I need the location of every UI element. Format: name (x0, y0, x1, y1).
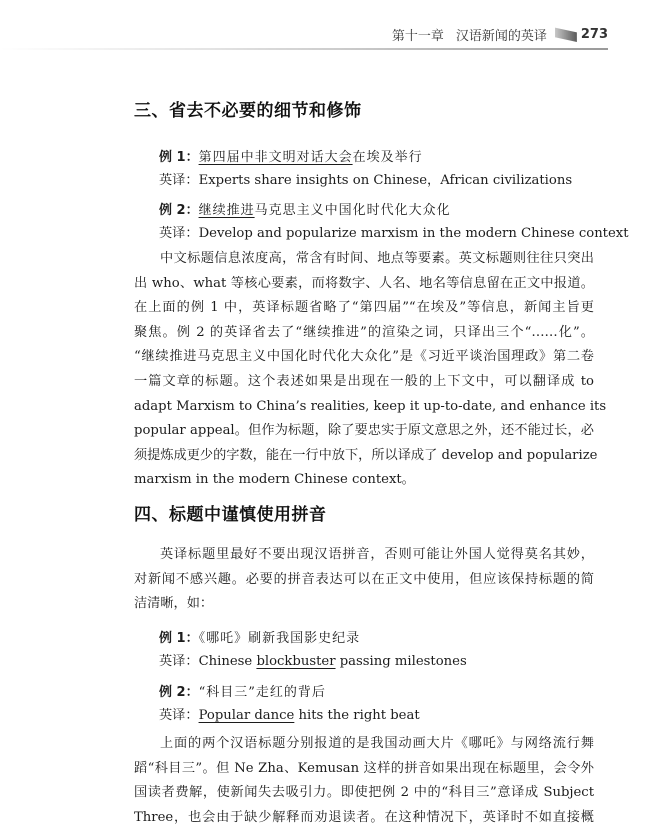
paragraph-line: 国读者费解，使新闻失去吸引力。即使把例 2 中的“科目三”意译成 Subject (134, 785, 594, 801)
paragraph-line: 洁清晰，如： (134, 596, 214, 612)
example-label: 例 1： (159, 631, 199, 646)
example-source-text: 在埃及举行 (352, 150, 423, 165)
section-heading-4: 四、标题中谨慎使用拼音 (134, 505, 327, 525)
header-rule (0, 48, 608, 50)
example-source-underlined: 第四届中非文明对话大会 (198, 150, 353, 165)
chapter-label: 第十一章 (391, 28, 444, 44)
paragraph-line: 一篇文章的标题。这个表述如果是出现在一般的上下文中，可以翻译成 to (134, 373, 594, 389)
paragraph-line: 在上面的例 1 中，英译标题省略了“第四届”“在埃及”等信息，新闻主旨更 (134, 300, 594, 316)
page-number: 273 (580, 26, 608, 42)
paragraph-line: 英译标题里最好不要出现汉语拼音，否则可能让外国人觉得莫名其妙， (160, 547, 594, 562)
translation-label: 英译： (159, 226, 199, 241)
paragraph-line: marxism in the modern Chinese context。 (134, 472, 415, 488)
example-1-translation (159, 650, 467, 669)
chapter-title: 汉语新闻的英译 (455, 28, 547, 44)
example-1-source (159, 146, 423, 165)
example-source-text: 《哪吒》刷新我国影史纪录 (198, 631, 361, 646)
paragraph-line: 蹈“科目三”。但 Ne Zha、Kemusan 这样的拼音如果出现在标题里，会令外 (134, 760, 594, 776)
example-label: 例 2： (159, 685, 199, 700)
example-source-text: “科目三”走红的背后 (198, 685, 326, 700)
translation-label: 英译： (159, 654, 199, 669)
translation-underlined: Popular dance (198, 708, 295, 723)
section-3-paragraph (134, 247, 607, 493)
translation-text: Chinese (198, 654, 257, 669)
translation-text: Develop and popularize marxism in the modern Chinese context (198, 226, 629, 241)
paragraph-line: adapt Marxism to China’s realities, keep it up-to-date, and enhance its (134, 398, 607, 414)
example-2-source (159, 199, 451, 218)
section-4-paragraph (134, 732, 594, 830)
paragraph-line: 出 who、what 等核心要素，而将数字、人名、地名等信息留在正文中报道。 (134, 275, 594, 291)
section-4-intro-paragraph (134, 543, 594, 617)
paragraph-line: 中文标题信息浓度高，常含有时间、地点等要素。英文标题则往往只突出 (160, 251, 594, 266)
translation-text: Experts share insights on Chinese，African civilizations (198, 173, 573, 188)
example-1-source (159, 627, 360, 646)
paragraph-line: popular appeal。但作为标题，除了要忠实于原文意思之外，还不能过长，必 (134, 423, 594, 439)
example-2-translation (159, 222, 629, 241)
example-label: 例 2： (159, 203, 199, 218)
paragraph-line: 上面的两个汉语标题分别报道的是我国动画大片《哪吒》与网络流行舞 (160, 736, 594, 751)
translation-label: 英译： (159, 173, 199, 188)
paragraph-line: 聚焦。例 2 的英译省去了“继续推进”的渲染之词，只译出三个“……化”。 (134, 324, 594, 340)
example-source-text: 马克思主义中国化时代化大众化 (254, 203, 451, 218)
example-2-source (159, 681, 326, 700)
section-heading-3: 三、省去不必要的细节和修饰 (134, 101, 362, 121)
translation-label: 英译： (159, 708, 199, 723)
example-source-underlined: 继续推进 (198, 203, 255, 218)
paragraph-line: 对新闻不感兴趣。必要的拼音表达可以在正文中使用，但应该保持标题的简 (134, 571, 594, 587)
running-header (300, 22, 608, 46)
paragraph-line: 须提炼成更少的字数，能在一行中放下，所以译成了 develop and popularize (134, 447, 598, 463)
header-ornament-icon (555, 26, 577, 42)
paragraph-line: Three，也会由于缺少解释而劝退读者。在这种情况下，英译时不如直接概 (134, 809, 594, 825)
paragraph-line: “继续推进马克思主义中国化时代化大众化”是《习近平谈治国理政》第二卷 (134, 349, 594, 365)
translation-underlined: blockbuster (256, 654, 336, 669)
translation-text: hits the right beat (294, 708, 420, 723)
example-2-translation (159, 704, 420, 723)
translation-text: passing milestones (335, 654, 467, 669)
example-1-translation (159, 169, 572, 188)
example-label: 例 1： (159, 150, 199, 165)
